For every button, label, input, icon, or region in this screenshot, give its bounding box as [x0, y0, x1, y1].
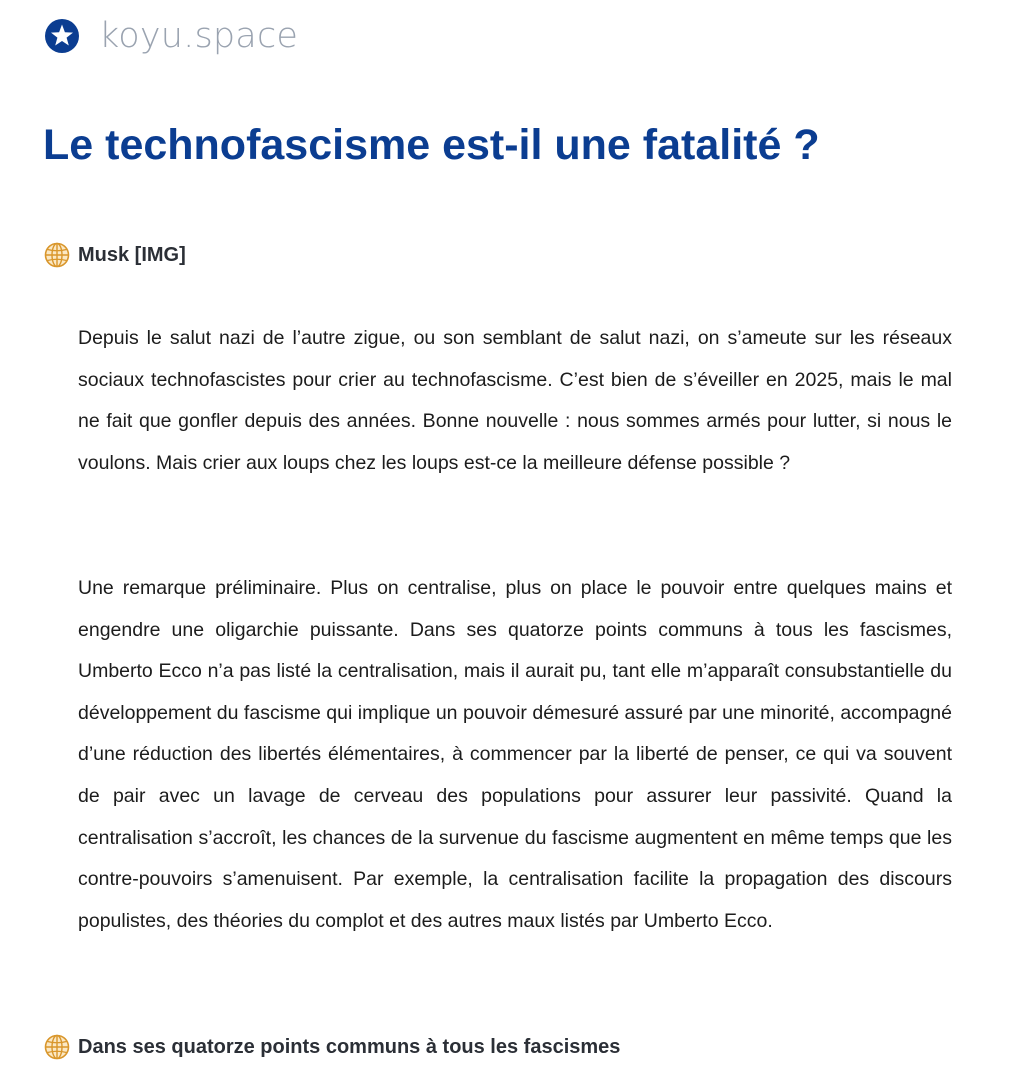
- site-name[interactable]: koyu.space: [99, 16, 299, 56]
- link-label: Dans ses quatorze points communs à tous les fascismes: [78, 1036, 621, 1058]
- link-label: Musk [IMG]: [78, 244, 186, 266]
- star-circle-icon[interactable]: [44, 18, 80, 54]
- article-paragraph: Une remarque préliminaire. Plus on centralise, plus on place le pouvoir entre quelques mains et engendre une oligarchie puissante. Dans ses quatorze points communs à tous les fascismes, Umberto Ecco n’a pas listé la centralisation, mais il aurait pu, tant elle m’apparaît consubstantielle du développement du fascisme qui implique un pouvoir démesuré assuré par une minorité, accompagné d’une réduction des libertés élémentaires, à commencer par la liberté de penser, ce qui va souvent de pair avec un lavage de cerveau des populations pour assurer leur passivité. Quand la centralisation s’accroît, les chances de la survenue du fascisme augmentent en même temps que les contre-pouvoirs s’amenuisent. Par exemple, la centralisation facilite la propagation des discours populistes, des théories du complot et des autres maux listés par Umberto Ecco.: [78, 577, 952, 932]
- link-item-musk-img[interactable]: [44, 242, 186, 268]
- globe-icon: [44, 1034, 70, 1060]
- link-item-quatorze-points[interactable]: [44, 1034, 620, 1060]
- globe-icon: [44, 242, 70, 268]
- page-title: Le technofascisme est-il une fatalité ?: [43, 121, 820, 169]
- article-paragraph: Depuis le salut nazi de l’autre zigue, ou son semblant de salut nazi, on s’ameute sur les réseaux sociaux technofascistes pour crier au technofascisme. C’est bien de s’éveiller en 2025, mais le mal ne fait que gonfler depuis des années. Bonne nouvelle : nous sommes armés pour lutter, si nous le voulons. Mais crier aux loups chez les loups est-ce la meilleure défense possible ?: [78, 327, 952, 474]
- site-header: [44, 14, 298, 58]
